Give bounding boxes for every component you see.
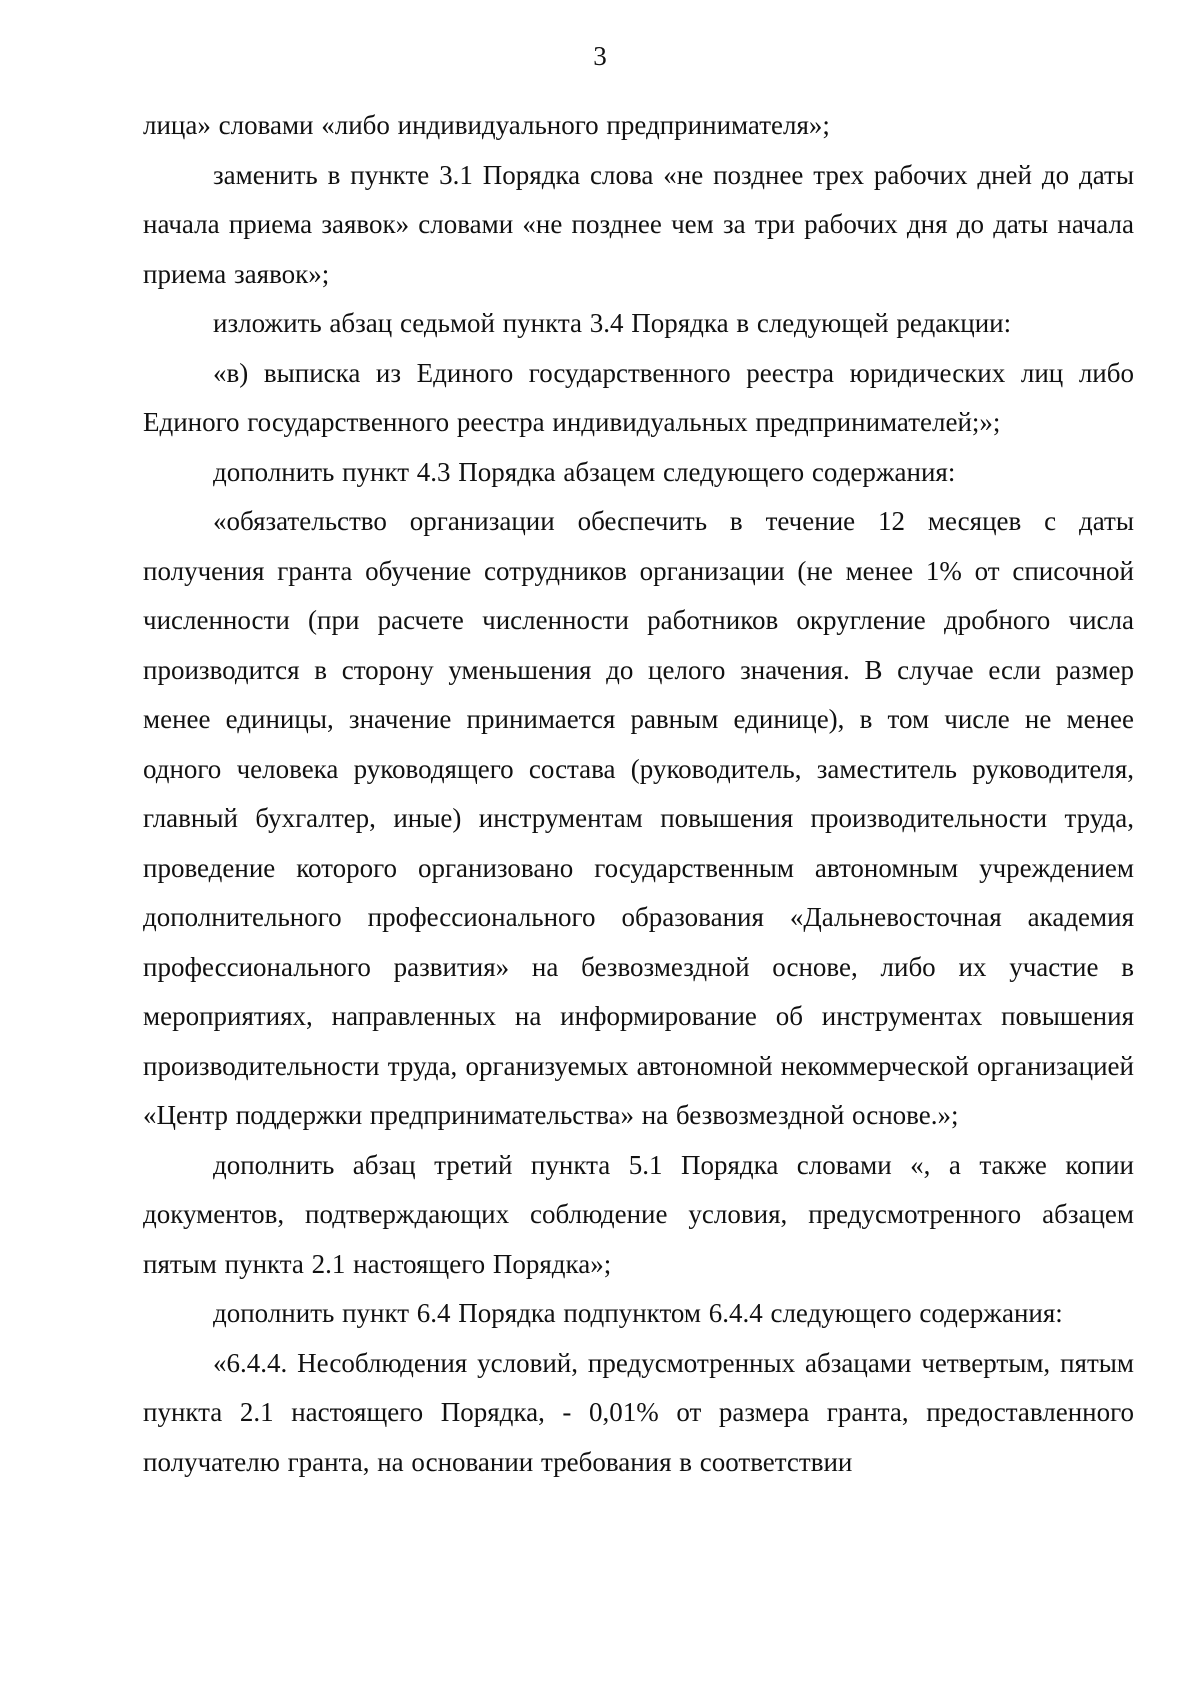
paragraph-amend-6-4: дополнить пункт 6.4 Порядка подпунктом 6.4.4 следующего содержания: bbox=[213, 1298, 1063, 1328]
paragraph-quote-4-3: «обязательство организации обеспечить в течение 12 месяцев с даты получения гранта обучение сотрудников организации (не менее 1% от списочной численности (при расчете численности работников округление дробного числа производится в сторону уменьшения до целого значения. В случае если размер менее единицы, значение принимается равным единице), в том числе не менее одного человека руководящего состава (руководитель, заместитель руководителя, главный бухгалтер, иные) инструментам повышения производительности труда, проведение которого организовано государственным автономным учреждением дополнительного профессионального образования «Дальневосточная академия профессионального развития» на безвозмездной основе, либо их участие в мероприятиях, направленных на информирование об инструментах повышения производительности труда, организуемых автономной некоммерческой организацией «Центр поддержки предпринимательства» на безвозмездной основе.»; bbox=[143, 506, 1134, 1130]
paragraph-amend-3-4: изложить абзац седьмой пункта 3.4 Порядка в следующей редакции: bbox=[213, 308, 1012, 338]
paragraph-continuation: лица» словами «либо индивидуального предпринимателя»; bbox=[143, 110, 830, 140]
paragraph-amend-4-3: дополнить пункт 4.3 Порядка абзацем следующего содержания: bbox=[213, 456, 956, 487]
page-number: 3 bbox=[593, 41, 607, 71]
paragraph-quote-6-4-4: «6.4.4. Несоблюдения условий, предусмотренных абзацами четвертым, пятым пункта 2.1 настоящего Порядка, - 0,01% от размера гранта, предоставленного получателю гранта, на основании требования в соответствии bbox=[143, 1347, 1134, 1477]
document-body bbox=[143, 101, 1134, 1487]
paragraph-amend-3-1: заменить в пункте 3.1 Порядка слова «не позднее трех рабочих дней до даты начала приема заявок» словами «не позднее чем за три рабочих дня до даты начала приема заявок»; bbox=[143, 159, 1134, 289]
paragraph-quote-3-4: «в) выписка из Единого государственного реестра юридических лиц либо Единого государственного реестра индивидуальных предпринимателей;»; bbox=[143, 357, 1134, 437]
paragraph-amend-5-1: дополнить абзац третий пункта 5.1 Порядка словами «, а также копии документов, подтверждающих соблюдение условия, предусмотренного абзацем пятым пункта 2.1 настоящего Порядка»; bbox=[143, 1149, 1134, 1279]
